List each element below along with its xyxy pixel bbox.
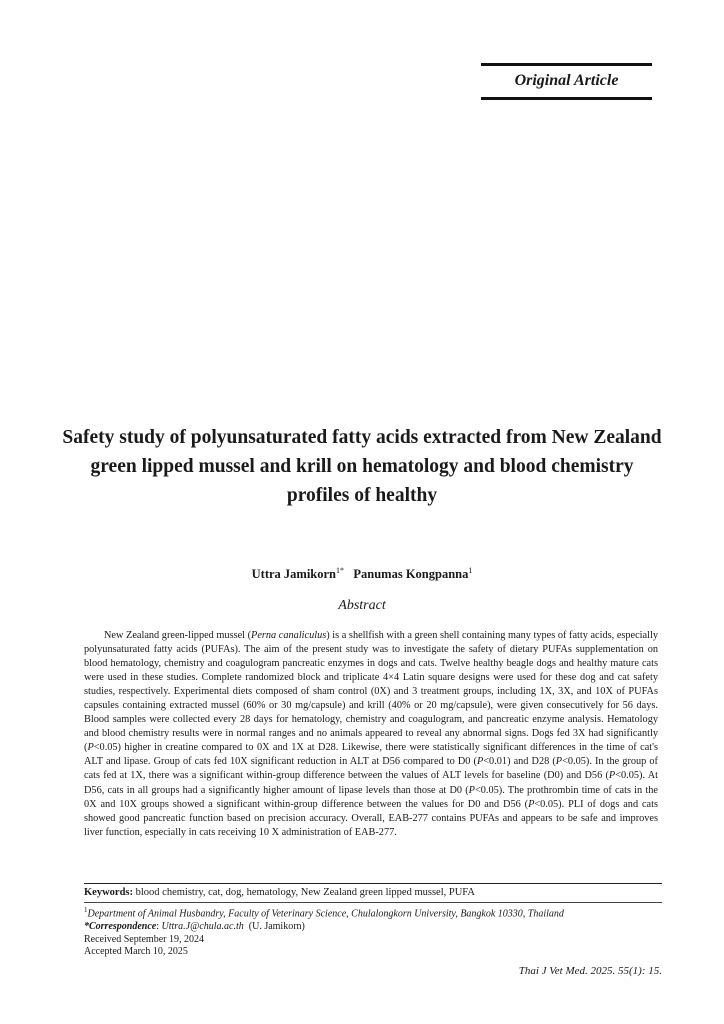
received-date: Received September 19, 2024 (84, 933, 204, 945)
species-name: Perna canaliculus (251, 630, 327, 641)
author-name: Panumas Kongpanna (353, 567, 469, 582)
journal-citation: Thai J Vet Med. 2025. 55(1): 15. (518, 965, 662, 977)
correspondence-footnote: *Correspondence: Uttra.J@chula.ac.th (U. Jamikorn) (84, 920, 305, 932)
article-type-label: Original Article (481, 63, 652, 100)
author-list (60, 566, 664, 582)
correspondence-email: Uttra.J@chula.ac.th (161, 920, 244, 932)
keywords-text: blood chemistry, cat, dog, hematology, New Zealand green lipped mussel, PUFA (133, 887, 475, 898)
keywords (84, 883, 662, 903)
accepted-date: Accepted March 10, 2025 (84, 946, 188, 958)
abstract-heading: Abstract (338, 598, 386, 613)
author-affiliation-mark: 1* (336, 566, 344, 575)
affiliation-footnote: $^1$Department of Animal Husbandry, Faculty of Veterinary Science, Chulalongkorn University, Bangkok 10330, Thailand (84, 906, 564, 920)
keywords-label: Keywords: (84, 887, 133, 898)
author-name: Uttra Jamikorn (251, 567, 336, 582)
article-title: Safety study of polyunsaturated fatty acids extracted from New Zealand green lipped mussel and krill on hematology and blood chemistry profiles of healthy (62, 427, 662, 506)
footnotes (84, 904, 662, 959)
author-affiliation-mark: 1 (468, 566, 473, 575)
abstract-text: New Zealand green-lipped mussel (Perna canaliculus) is a shellfish with a green shell containing many types of fatty acids, especially polyunsaturated fatty acids (PUFAs). The aim of the present study was to investigate the safety of dietary PUFAs supplementation on blood hematology, chemistry and coagulogram pancreatic enzymes in dogs and cats. Twelve healthy beagle dogs and healthy mature cats were used in these studies. Complete randomized block and triplicate 4×4 Latin square designs were used for these dog and cat safety studies, respectively. Experimental diets composed of sham control (0X) and 3 treatment groups, including 1X, 3X, and 10X of PUFAs capsules containing extracted mussel (60% or 30 mg/capsule) and krill (40% or 20 mg/capsule), were given consecutively for 56 days. Blood samples were collected every 28 days for hematology, chemistry and coagulogram, and pancreatic enzyme analysis. Hematology and blood chemistry results were in normal ranges and no animals appeared to reveal any abnormal signs. Dogs fed 3X had significantly (P<0.05) higher in creatine compared to 0X and 1X at D28. Likewise, there were statistically significant differences in the time of cat's ALT and lipase. Group of cats fed 10X significant reduction in ALT at D56 compared to D0 (P<0.01) and D28 (P<0.05). In the group of cats fed at 1X, there was a significant within-group difference between the values of ALT levels for baseline (D0) and D56 (P<0.05). At D56, cats in all groups had a significantly higher amount of lipase levels than those at D0 (P<0.05). The prothrombin time of cats in the 0X and 10X groups showed a significant within-group difference between the values for D0 and D56 (P<0.05). PLI of dogs and cats showed good pancreatic function based on precision accuracy. Overall, EAB-277 contains PUFAs and appears to be safe and improves liver function, especially in cats receiving 10 X administration of EAB-277. (84, 630, 658, 838)
